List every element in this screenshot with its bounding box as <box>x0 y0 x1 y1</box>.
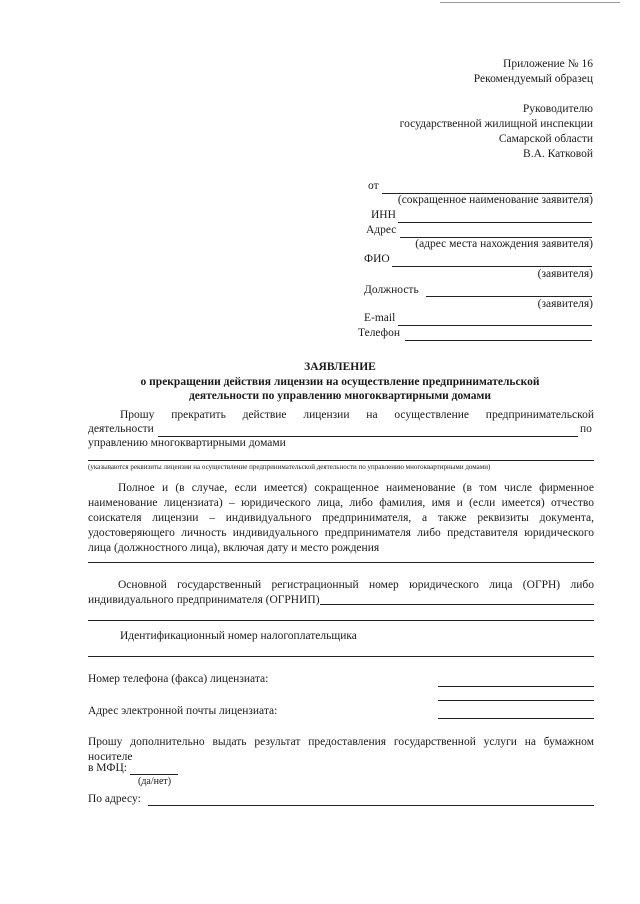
license-field-2[interactable] <box>88 460 594 461</box>
position-label: Должность <box>364 284 419 296</box>
from-label: от <box>368 180 379 192</box>
licensee-phone-label: Номер телефона (факса) лицензиата: <box>88 673 269 685</box>
inn-paragraph: Идентификационный номер налогоплательщика <box>120 630 357 642</box>
addressee-line-1: Руководителю <box>522 103 593 115</box>
licensee-phone-field-2[interactable] <box>438 700 594 701</box>
from-hint: (сокращенное наименование заявителя) <box>397 194 593 206</box>
appendix-label: Приложение № 16 <box>503 58 593 70</box>
inn-field[interactable] <box>398 222 592 223</box>
scan-edge-line <box>440 2 620 3</box>
mfc-field[interactable] <box>130 774 178 775</box>
inn-label: ИНН <box>371 209 396 221</box>
addressee-line-4: В.А. Катковой <box>523 148 593 160</box>
licensee-email-field[interactable] <box>438 718 594 719</box>
request-line-2a: деятельности <box>88 423 154 435</box>
doc-subtitle-2: деятельности по управлению многоквартирными домами <box>188 390 491 402</box>
addressee-line-3: Самарской области <box>498 133 593 145</box>
email-label: E-mail <box>364 312 396 324</box>
addressee-line-2: государственной жилищной инспекции <box>399 118 593 130</box>
fio-label: ФИО <box>364 253 390 265</box>
position-hint: (заявителя) <box>537 298 593 310</box>
position-field[interactable] <box>426 296 592 297</box>
licensee-email-label: Адрес электронной почты лицензиата: <box>88 705 278 717</box>
ogrn-field-1[interactable] <box>320 604 594 605</box>
license-hint: (указываются реквизиты лицензии на осуществление предпринимательской деятельности по управлению многоквартирными домами) <box>88 463 491 471</box>
yes-no-hint: (да/нет) <box>138 776 172 787</box>
by-address-field[interactable] <box>148 805 594 806</box>
fio-hint: (заявителя) <box>537 268 593 280</box>
sample-label: Рекомендуемый образец <box>473 73 593 85</box>
ogrn-paragraph: Основной государственный регистрационный номер юридического лица (ОГРН) либо индивидуального предпринимателя (ОГРНИП) <box>88 579 594 606</box>
request-line-1: Прошу прекратить действие лицензии на осуществление предпринимательской <box>120 409 594 421</box>
licensee-phone-field[interactable] <box>438 686 594 687</box>
address-hint: (адрес места нахождения заявителя) <box>415 238 593 250</box>
full-name-paragraph: Полное и (в случае, если имеется) сокращенное наименование (в том числе фирменное наименование лицензиата) – юридического лица, либо фамилия, имя и (если имеется) отчество соискателя лицензии – индивидуального предпринимателя, а также реквизиты документа, удостоверяющего личность индивидуального предпринимателя либо представителя юридического лица (должностного лица), включая дату и место рождения <box>88 482 594 554</box>
request-line-2b: по <box>580 423 592 435</box>
phone-field[interactable] <box>405 340 592 341</box>
address-label: Адрес <box>366 224 397 236</box>
full-name-field[interactable] <box>88 562 594 563</box>
email-field[interactable] <box>398 325 592 326</box>
taxpayer-inn-field[interactable] <box>88 656 594 657</box>
request-line-3: управлению многоквартирными домами <box>88 437 286 449</box>
doc-subtitle-1: о прекращении действия лицензии на осуществление предпринимательской <box>140 376 540 388</box>
doc-title: ЗАЯВЛЕНИЕ <box>304 361 376 373</box>
fio-field[interactable] <box>392 266 592 267</box>
by-address-label: По адресу: <box>88 793 141 805</box>
paper-request-paragraph: Прошу дополнительно выдать результат предоставления государственной услуги на бумажном носителе <box>88 736 594 763</box>
ogrn-field-2[interactable] <box>88 620 594 621</box>
mfc-label: в МФЦ: <box>88 762 127 774</box>
phone-label: Телефон <box>358 327 401 339</box>
